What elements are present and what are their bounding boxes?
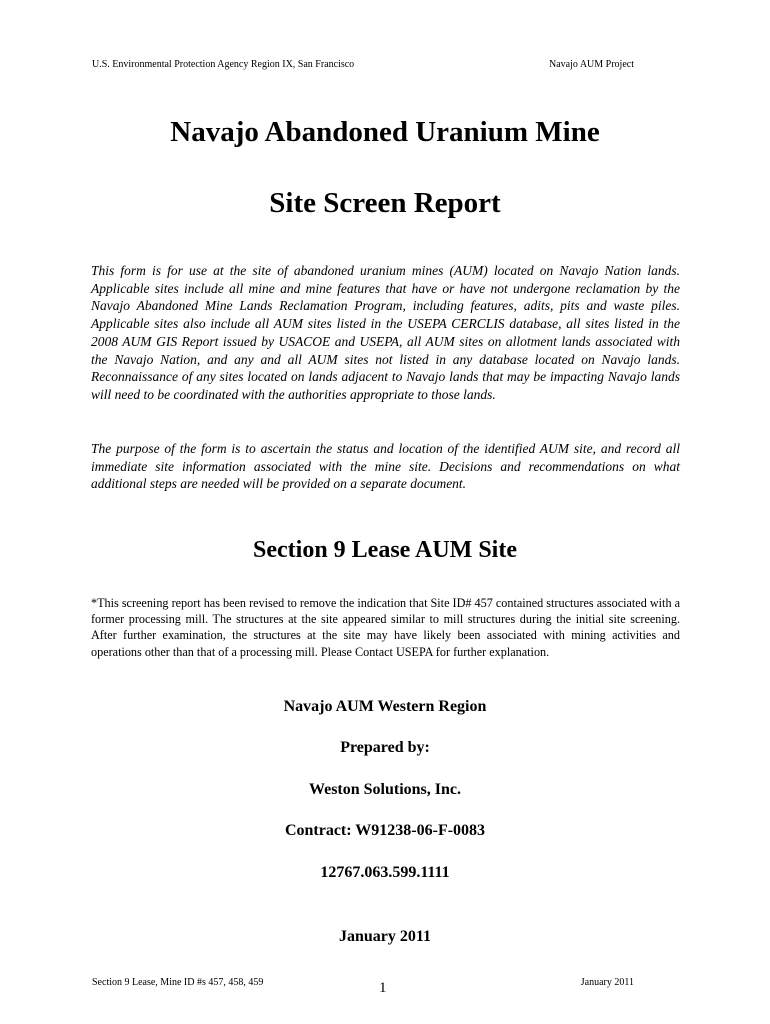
intro-paragraph-purpose: The purpose of the form is to ascertain the status and location of the identified AUM site, and record all immediate site information associated with the mine site. Decisions and recommendations on what additional steps are needed will be provided on a separate document. xyxy=(91,441,680,492)
preparer-name: Weston Solutions, Inc. xyxy=(308,781,462,798)
revision-note: *This screening report has been revised to remove the indication that Site ID# 457 contained structures associated with a former processing mill. The structures at the site appeared similar to mill structures during the initial site screening. After further examination, the structures at the site may have likely been associated with mining activities and operations other than that of a processing mill. Please Contact USEPA for further explanation. xyxy=(91,596,680,659)
footer-left: Section 9 Lease, Mine ID #s 457, 458, 459 xyxy=(92,977,264,988)
project-number: 12767.063.599.1111 xyxy=(320,864,450,881)
intro-paragraph-applicability: This form is for use at the site of abandoned uranium mines (AUM) located on Navajo Nation lands. Applicable sites include all mine and mine features that have or have not undergone reclamation by the Navajo Abandoned Mine Lands Reclamation Program, including features, adits, pits and waste piles. Applicable sites also include all AUM sites listed in the USEPA CERCLIS database, all sites listed in the 2008 AUM GIS Report issued by USACOE and USEPA, all AUM sites on allotment lands associated with the Navajo Nation, and any and all AUM sites not listed in any database located on Navajo lands. Reconnaissance of any sites located on lands adjacent to Navajo lands that may be impacting Navajo lands will need to be coordinated with the authorities appropriate to those lands. xyxy=(91,263,680,402)
running-header-right: Navajo AUM Project xyxy=(549,59,634,70)
footer-right: January 2011 xyxy=(580,977,634,988)
report-date: January 2011 xyxy=(338,928,431,945)
contract-number: Contract: W91238-06-F-0083 xyxy=(284,822,486,839)
section-heading: Section 9 Lease AUM Site xyxy=(253,537,517,563)
page-number: 1 xyxy=(379,980,387,996)
running-header-left: U.S. Environmental Protection Agency Region IX, San Francisco xyxy=(92,59,355,70)
prepared-by-label: Prepared by: xyxy=(340,739,430,756)
region-line: Navajo AUM Western Region xyxy=(283,698,487,715)
report-subtitle: Site Screen Report xyxy=(269,187,501,219)
report-title: Navajo Abandoned Uranium Mine xyxy=(170,116,600,148)
